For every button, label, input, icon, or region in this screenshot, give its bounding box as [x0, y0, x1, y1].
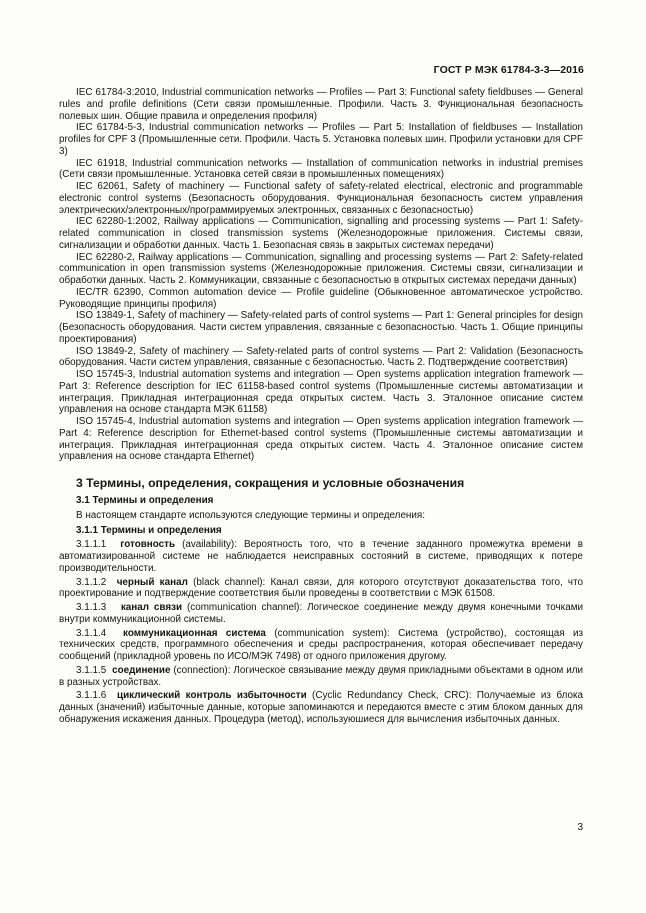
document-header: ГОСТ Р МЭК 61784-3-3—2016: [433, 64, 584, 76]
term-name: соединение: [112, 664, 171, 676]
term-definition: (communication channel): Логическое соединение между двумя конечными точками внутри коммуникационной системы.: [59, 602, 583, 625]
page-number: 3: [577, 822, 583, 833]
term-entry: [59, 628, 583, 663]
term-entry: [59, 577, 583, 601]
reference-item: ISO 15745-4, Industrial automation systems and integration — Open systems application integration framework — Part 4: Reference description for Ethernet-based control systems (Промышленные системы автоматизации и интеграция. Прикладная интеграционная среда открытых систем. Часть 4. Эталонное описание систем управления на основе стандарта Ethernet): [59, 416, 583, 463]
term-number: 3.1.1.2: [76, 576, 107, 588]
reference-item: IEC 61918, Industrial communication networks — Installation of communication networks in industrial premises (Сети связи промышленные. Установка сетей связи в промышленных помещениях): [59, 157, 583, 181]
normative-references: [59, 87, 583, 463]
reference-item: IEC 62280-1:2002, Railway applications — Communication, signalling and processing systems — Part 1: Safety-related communication in closed transmission systems (Железнодорожные приложения. Системы связи, сигнализации и обработки данных. Часть 1. Безопасная связь в закрытых системах передачи): [59, 216, 583, 251]
terms-list: [59, 539, 583, 725]
reference-item: IEC 62061, Safety of machinery — Functional safety of safety-related electrical, electronic and programmable electronic control systems (Безопасность оборудования. Функциональная безопасность систем управления электрических/электронных/программируемых электронных, связанных с безопасностью): [59, 181, 583, 216]
term-number: 3.1.1.3: [76, 602, 107, 613]
reference-item: IEC 62280-2, Railway applications — Communication, signalling and processing systems — Part 2: Safety-related communication in open transmission systems (Железнодорожные приложения. Системы связи, сигнализации и обработки данных. Часть 2. Коммуникации, связанные с безопасностью в открытых системах передачи данных): [59, 251, 583, 286]
reference-item: IEC 61784-5-3, Industrial communication networks — Profiles — Part 5: Installation of fieldbuses — Installation profiles for CPF 3 (Промышленные сети. Профили. Часть 5. Установка полевых шин. Профили установки для CPF 3): [59, 122, 584, 157]
subsection-3-1-title: 3.1 Термины и определения: [76, 495, 214, 506]
term-definition: (black channel): Канал связи, для которого отсутствуют доказательства того, что проектирование и подтверждение соответствия были проведены в соответствии с МЭК 61508.: [59, 576, 583, 600]
section-intro-text: В настоящем стандарте используются следующие термины и определения:: [76, 509, 425, 521]
term-name: циклический контроль избыточности: [117, 690, 307, 702]
term-definition: (connection): Логическое связывание между двумя прикладными объектами в одном или в разных устройствах.: [59, 664, 583, 688]
term-number: 3.1.1.4: [76, 627, 107, 639]
term-name: канал связи: [120, 602, 183, 613]
subsection-3-1-1-title: 3.1.1 Термины и определения: [76, 524, 222, 536]
section-3-title: 3 Термины, определения, сокращения и условные обозначения: [76, 476, 465, 490]
term-number: 3.1.1.6: [76, 690, 107, 702]
term-entry: [59, 665, 583, 689]
term-number: 3.1.1.1: [76, 539, 107, 551]
document-body: [59, 87, 583, 728]
term-definition: (Cyclic Redundancy Check, CRC): Получаемые из блока данных (значений) избыточные данные, которые запоминаются и передаются вместе с этим блоком данных для обнаружения искажения данных. Процедура (метод), используюшиеся для вычисления избыточных данных.: [59, 690, 583, 725]
term-name: готовность: [120, 539, 176, 551]
term-definition: (communication system): Система (устройство), состоящая из технических средств, программного обеспечения и среды распространения, которая обеспечивает передачу сообщений (прикладной уровень по ИСО/МЭК 7498) от одного приложения другому.: [59, 627, 583, 662]
reference-item: ISO 13849-2, Safety of machinery — Safety-related parts of control systems — Part 2: Validation (Безопасность оборудования. Части систем управления, связанные с безопасностью. Часть 2. Подтверждение соответствия): [59, 345, 583, 369]
term-definition: (availability): Вероятность того, что в течение заданного промежутка времени в автоматизированной системе не наблюдается неисправных состояний в системе, приводящих к потере производительности.: [59, 539, 583, 574]
term-name: черный канал: [116, 576, 188, 588]
reference-item: IEC/TR 62390, Common automation device — Profile guideline (Обыкновенное автоматическое устройство. Руководящие принципы профиля): [59, 286, 583, 310]
term-entry: [59, 602, 583, 626]
term-number: 3.1.1.5: [76, 664, 107, 676]
reference-item: ISO 15745-3, Industrial automation systems and integration — Open systems application integration framework — Part 3: Reference description for IEC 61158-based control systems (Промышленные системы автоматизации и интеграция. Прикладная интеграционная среда открытых систем. Часть 3. Эталонное описание систем управления на основе стандарта МЭК 61158): [59, 369, 583, 416]
term-entry: [59, 539, 583, 574]
term-entry: [59, 690, 583, 725]
reference-item: IEC 61784-3:2010, Industrial communication networks — Profiles — Part 3: Functional safety fieldbuses — General rules and profile definitions (Сети связи промышленные. Профили. Часть 3. Функциональная безопасность полевых шин. Общие правила и определения профиля): [59, 87, 583, 122]
reference-item: ISO 13849-1, Safety of machinery — Safety-related parts of control systems — Part 1: General principles for design (Безопасность оборудования. Части систем управления, связанные с безопасностью. Часть 1. Общие принципы проектирования): [59, 310, 583, 345]
term-name: коммуникационная система: [123, 627, 266, 639]
